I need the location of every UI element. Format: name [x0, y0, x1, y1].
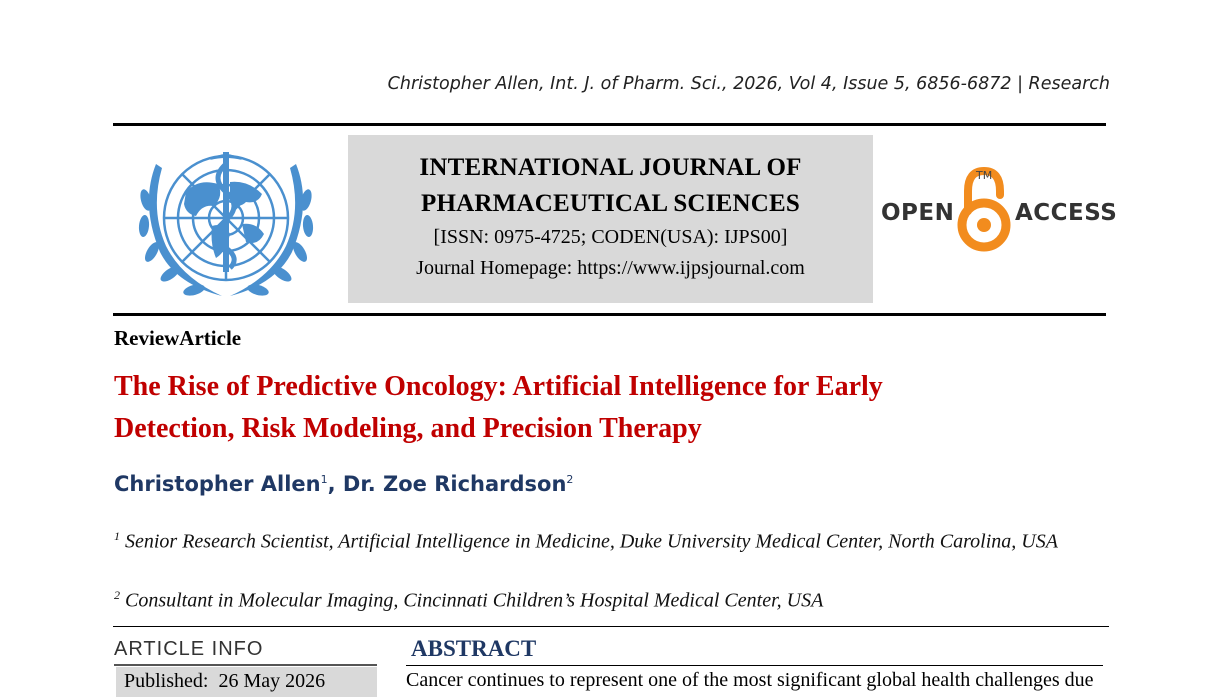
abstract-heading: ABSTRACT [411, 636, 537, 661]
section-divider [113, 626, 1109, 627]
journal-issn: [ISSN: 0975-4725; CODEN(USA): IJPS00] [433, 226, 788, 248]
running-head: Christopher Allen, Int. J. of Pharm. Sci., 2026, Vol 4, Issue 5, 6856-6872 | Research [387, 74, 1110, 94]
trademark-mark: TM [976, 169, 993, 182]
published-date: Published: 26 May 2026 [116, 667, 377, 697]
article-title [114, 366, 1074, 450]
article-info-heading: ARTICLE INFO [114, 638, 264, 660]
article-title-line1: The Rise of Predictive Oncology: Artificial Intelligence for Early [114, 371, 883, 402]
abstract-rule [406, 665, 1103, 666]
author-affiliation-number: 2 [566, 473, 574, 486]
journal-title-line2: PHARMACEUTICAL SCIENCES [421, 190, 800, 217]
open-access-open-text: OPEN [881, 200, 955, 226]
affiliation-number: 2 [114, 588, 120, 602]
header-rule-top [113, 123, 1106, 126]
author-separator: , [327, 472, 343, 496]
affiliation [114, 581, 1114, 615]
author-name: Dr. Zoe Richardson [342, 472, 567, 496]
article-title-line2: Detection, Risk Modeling, and Precision Therapy [114, 413, 702, 444]
open-access-access-text: ACCESS [1015, 200, 1118, 226]
author-list [114, 472, 573, 496]
author-name: Christopher Allen [114, 472, 321, 496]
affiliation-number: 1 [114, 529, 120, 543]
abstract-text: Cancer continues to represent one of the most significant global health challenges due [406, 669, 1094, 691]
journal-masthead [348, 135, 873, 303]
journal-title-line1: INTERNATIONAL JOURNAL OF [419, 154, 802, 181]
journal-emblem-icon [126, 134, 326, 306]
affiliation [114, 522, 1114, 556]
journal-homepage: Journal Homepage: https://www.ijpsjournal.com [416, 257, 805, 279]
affiliation-text: Consultant in Molecular Imaging, Cincinnati Children’s Hospital Medical Center, USA [125, 589, 824, 612]
header-rule-bottom [113, 313, 1106, 316]
article-type: ReviewArticle [114, 326, 242, 350]
open-access-badge [880, 165, 1118, 255]
article-info-rule [114, 664, 377, 666]
author-affiliation-number: 1 [320, 473, 328, 486]
affiliation-text: Senior Research Scientist, Artificial Intelligence in Medicine, Duke University Medical Center, North Carolina, USA [125, 530, 1058, 553]
